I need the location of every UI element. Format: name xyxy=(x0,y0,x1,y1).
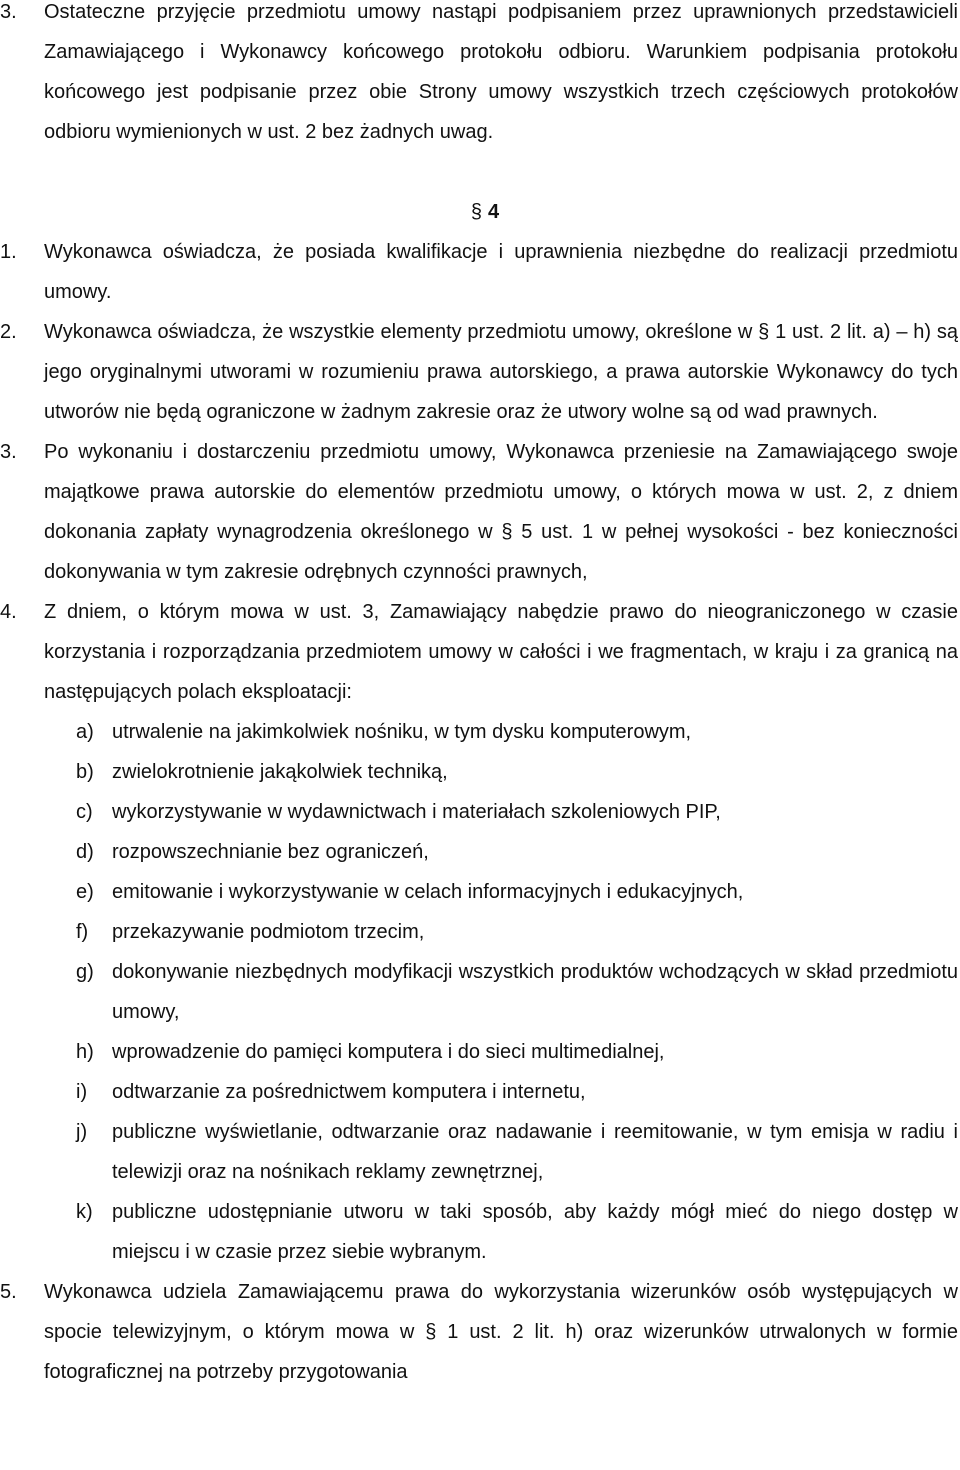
paragraph-3-previous xyxy=(0,0,960,152)
item-text: Po wykonaniu i dostarczeniu przedmiotu umowy, Wykonawca przeniesie na Zamawiającego swoje majątkowe prawa autorskie do elementów przedmiotu umowy, o których mowa w ust. 2, z dniem dokonania zapłaty wynagrodzenia określonego w § 5 ust. 1 w pełnej wysokości - bez konieczności dokonywania w tym zakresie odrębnych czynności prawnych, xyxy=(44,441,958,583)
section-number: 4 xyxy=(488,201,500,223)
field-label: g) xyxy=(76,961,94,983)
field-item-b xyxy=(0,752,960,792)
field-item-j xyxy=(0,1112,960,1192)
field-text: wykorzystywanie w wydawnictwach i materiałach szkoleniowych PIP, xyxy=(112,801,721,823)
item-number: 1. xyxy=(0,241,17,263)
item-text: Z dniem, o którym mowa w ust. 3, Zamawiający nabędzie prawo do nieograniczonego w czasie korzystania i rozporządzania przedmiotem umowy w całości i we fragmentach, w kraju i za granicą na następujących polach eksploatacji: xyxy=(44,601,958,703)
field-text: przekazywanie podmiotom trzecim, xyxy=(112,921,425,943)
field-item-d xyxy=(0,832,960,872)
paragraph-number: 3. xyxy=(0,1,17,23)
section-heading xyxy=(0,192,960,232)
list-item-2 xyxy=(0,312,960,432)
field-label: e) xyxy=(76,881,94,903)
field-text: publiczne udostępnianie utworu w taki sposób, aby każdy mógł mieć do niego dostęp w miejscu i w czasie przez siebie wybranym. xyxy=(112,1201,958,1263)
item-text: Wykonawca udziela Zamawiającemu prawa do wykorzystania wizerunków osób występujących w spocie telewizyjnym, o którym mowa w § 1 ust. 2 lit. h) oraz wizerunków utrwalonych w formie fotograficznej na potrzeby przygotowania xyxy=(44,1281,958,1383)
list-item-5 xyxy=(0,1272,960,1392)
field-text: rozpowszechnianie bez ograniczeń, xyxy=(112,841,429,863)
field-label: d) xyxy=(76,841,94,863)
field-label: i) xyxy=(76,1081,88,1103)
field-label: j) xyxy=(76,1121,88,1143)
field-item-a xyxy=(0,712,960,752)
item-text: Wykonawca oświadcza, że wszystkie elementy przedmiotu umowy, określone w § 1 ust. 2 lit. a) – h) są jego oryginalnymi utworami w rozumieniu prawa autorskiego, a prawa autorskie Wykonawcy do tych utworów nie będą ograniczone w żadnym zakresie oraz że utwory wolne są od wad prawnych. xyxy=(44,321,958,423)
list-item-4 xyxy=(0,592,960,712)
field-label: a) xyxy=(76,721,94,743)
field-item-h xyxy=(0,1032,960,1072)
field-text: odtwarzanie za pośrednictwem komputera i internetu, xyxy=(112,1081,586,1103)
field-text: emitowanie i wykorzystywanie w celach informacyjnych i edukacyjnych, xyxy=(112,881,744,903)
field-text: utrwalenie na jakimkolwiek nośniku, w tym dysku komputerowym, xyxy=(112,721,692,743)
field-label: f) xyxy=(76,921,89,943)
field-item-c xyxy=(0,792,960,832)
field-label: c) xyxy=(76,801,93,823)
field-label: k) xyxy=(76,1201,93,1223)
field-label: b) xyxy=(76,761,94,783)
field-text: publiczne wyświetlanie, odtwarzanie oraz nadawanie i reemitowanie, w tym emisja w radiu i telewizji oraz na nośnikach reklamy zewnętrznej, xyxy=(112,1121,958,1183)
field-item-e xyxy=(0,872,960,912)
item-number: 5. xyxy=(0,1281,17,1303)
field-item-k xyxy=(0,1192,960,1272)
list-item-1 xyxy=(0,232,960,312)
field-item-g xyxy=(0,952,960,1032)
field-item-f xyxy=(0,912,960,952)
paragraph-text: Ostateczne przyjęcie przedmiotu umowy nastąpi podpisaniem przez uprawnionych przedstawicieli Zamawiającego i Wykonawcy końcowego protokołu odbioru. Warunkiem podpisania protokołu końcowego jest podpisanie przez obie Strony umowy wszystkich trzech częściowych protokołów odbioru wymienionych w ust. 2 bez żadnych uwag. xyxy=(44,1,958,143)
field-text: zwielokrotnienie jakąkolwiek techniką, xyxy=(112,761,448,783)
item-number: 2. xyxy=(0,321,17,343)
item-number: 4. xyxy=(0,601,17,623)
field-text: dokonywanie niezbędnych modyfikacji wszystkich produktów wchodzących w skład przedmiotu umowy, xyxy=(112,961,958,1023)
field-label: h) xyxy=(76,1041,94,1063)
field-item-i xyxy=(0,1072,960,1112)
field-text: wprowadzenie do pamięci komputera i do sieci multimedialnej, xyxy=(112,1041,665,1063)
list-item-3 xyxy=(0,432,960,592)
item-number: 3. xyxy=(0,441,17,463)
section-symbol: § xyxy=(470,201,482,223)
item-text: Wykonawca oświadcza, że posiada kwalifikacje i uprawnienia niezbędne do realizacji przedmiotu umowy. xyxy=(44,241,958,303)
